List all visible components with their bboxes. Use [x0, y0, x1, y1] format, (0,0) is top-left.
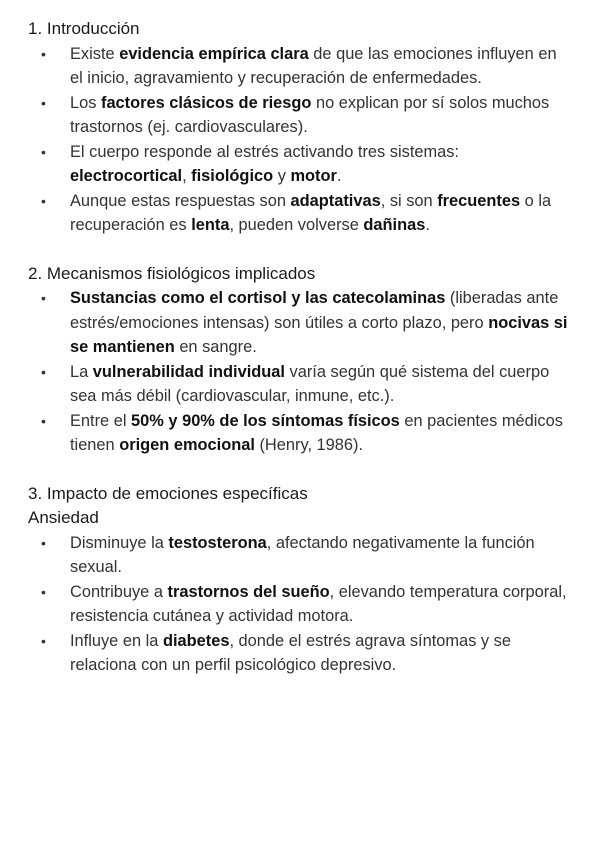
bullet-list [28, 42, 570, 238]
emphasis-text: nocivas si se mantienen [70, 313, 568, 356]
body-text: (liberadas ante estrés/emociones intensas) son útiles a corto plazo, pero [70, 289, 559, 332]
body-text: (Henry, 1986). [254, 436, 364, 454]
bullet-item [28, 189, 570, 238]
emphasis-text: trastornos del sueño [167, 582, 330, 601]
body-text: y [273, 167, 291, 185]
section-introduccion [28, 17, 570, 238]
body-text: Los [70, 93, 101, 112]
bullet-item [28, 286, 570, 360]
body-text: no explican por sí solos muchos trastornos (ej. cardiovasculares). [70, 93, 550, 136]
section-impacto [28, 482, 570, 678]
bullet-icon: • [41, 363, 46, 380]
body-text: Contribuye a [70, 582, 168, 601]
body-text: . [425, 216, 430, 234]
emphasis-text: fisiológico [191, 167, 274, 185]
bullet-icon: • [41, 632, 46, 649]
bullet-icon: • [41, 534, 46, 551]
emphasis-text: adaptativas [290, 191, 381, 210]
bullet-icon: • [41, 412, 46, 429]
bullet-icon: • [41, 45, 46, 62]
body-text: , afectando negativamente la función sexual. [70, 533, 535, 576]
body-text: Existe [70, 44, 120, 63]
emphasis-text: diabetes [162, 631, 230, 650]
body-text: en sangre. [174, 338, 257, 356]
section-heading: 3. Impacto de emociones específicas [28, 483, 308, 503]
body-text: Disminuye la [70, 533, 169, 552]
bullet-item [28, 42, 570, 91]
emphasis-text: electrocortical [70, 167, 183, 185]
bullet-icon: • [41, 290, 46, 306]
section-heading: 2. Mecanismos fisiológicos implicados [28, 263, 316, 283]
emphasis-text: factores clásicos de riesgo [100, 93, 312, 112]
emphasis-text: origen emocional [119, 436, 255, 454]
emphasis-text: vulnerabilidad individual [92, 362, 285, 381]
bullet-item [28, 140, 570, 189]
bullet-icon: • [41, 94, 46, 111]
bullet-icon: • [41, 143, 46, 160]
emphasis-text: testosterona [168, 533, 267, 552]
subsection-heading: Ansiedad [28, 508, 99, 527]
emphasis-text: lenta [191, 216, 230, 234]
body-text: , elevando temperatura corporal, resistencia cutánea y actividad motora. [70, 582, 567, 625]
body-text: , pueden volverse [229, 216, 364, 234]
body-text: El cuerpo responde al estrés activando tres sistemas: [70, 142, 460, 161]
emphasis-text: dañinas [363, 216, 426, 234]
bullet-item [28, 91, 570, 140]
bullet-item [28, 409, 570, 458]
body-text: en pacientes médicos tienen [70, 411, 563, 454]
emphasis-text: 50% y 90% de los síntomas físicos [131, 411, 400, 430]
body-text: Aunque estas respuestas son [70, 191, 291, 210]
bullet-icon: • [41, 192, 46, 209]
bullet-item [28, 360, 570, 409]
emphasis-text: Sustancias como el cortisol y las catecolaminas [70, 289, 446, 307]
bullet-list [28, 531, 570, 678]
bullet-item [28, 629, 570, 678]
body-text: , [182, 167, 192, 185]
bullet-item [28, 580, 570, 629]
emphasis-text: motor [290, 167, 337, 185]
emphasis-text: evidencia empírica clara [119, 44, 309, 63]
section-mecanismos [28, 262, 570, 458]
body-text: varía según qué sistema del cuerpo sea más débil (cardiovascular, inmune, etc.). [70, 362, 550, 405]
body-text: , donde el estrés agrava síntomas y se relaciona con un perfil psicológico depresivo. [70, 631, 511, 674]
body-text: Entre el [70, 411, 132, 430]
section-heading: 1. Introducción [28, 19, 140, 38]
emphasis-text: frecuentes [437, 191, 521, 210]
body-text: , si son [380, 191, 438, 210]
bullet-icon: • [41, 583, 46, 600]
body-text: Influye en la [70, 631, 163, 650]
body-text: o la recuperación es [70, 191, 552, 234]
body-text: . [336, 167, 342, 185]
body-text: de que las emociones influyen en el inicio, agravamiento y recuperación de enfermedades. [70, 44, 557, 87]
bullet-list [28, 286, 570, 458]
bullet-item [28, 531, 570, 580]
body-text: La [70, 362, 93, 381]
